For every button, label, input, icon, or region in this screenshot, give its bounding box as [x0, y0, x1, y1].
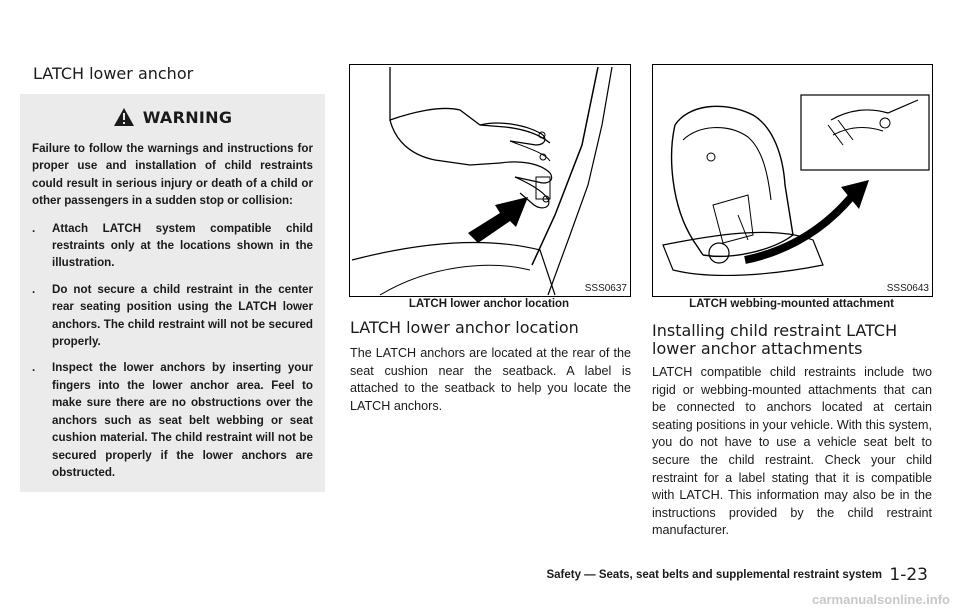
warning-body: [32, 140, 313, 481]
watermark: carmanualsonline.info: [812, 592, 950, 607]
lower-anchor-illustration: [350, 65, 630, 296]
page-number: 1-23: [889, 565, 928, 585]
bullet-dot: .: [32, 361, 36, 375]
figure-caption: LATCH webbing-mounted attachment: [689, 298, 894, 310]
figure-lower-anchor: [349, 64, 631, 297]
warning-title: WARNING: [142, 107, 233, 127]
figure-webbing-attachment: [652, 64, 933, 297]
bullet-text: Do not secure a child restraint in the center rear seating position using the LATCH lower anchors. The child restraint will not be secured properly.: [52, 282, 313, 349]
section-heading: LATCH lower anchor: [33, 64, 194, 83]
list-item: [32, 220, 313, 272]
footer-section-title: Safety — Seats, seat belts and supplemental restraint system: [546, 569, 882, 581]
warning-box: [20, 94, 325, 492]
list-item: [32, 359, 313, 481]
warning-header: [32, 94, 313, 140]
bullet-text: Inspect the lower anchors by inserting your fingers into the lower anchor area. Feel to make sure there are no obstructions over the anchors such as seat belt webbing or seat cushion material. The child restraint will not be secured properly if the lower anchors are obstructed.: [52, 361, 313, 479]
arrow-icon: [468, 197, 528, 243]
subheading: LATCH lower anchor location: [350, 318, 579, 337]
body-paragraph: The LATCH anchors are located at the rear of the seat cushion near the seatback. A label is attached to the seatback to help you locate the LATCH anchors.: [350, 346, 631, 413]
list-item: [32, 281, 313, 351]
bullet-dot: .: [32, 221, 36, 235]
warning-triangle-icon: [113, 107, 135, 127]
subheading: Installing child restraint LATCH lower anchor attachments: [652, 321, 898, 358]
figure-code: SSS0643: [886, 283, 929, 294]
bullet-text: Attach LATCH system compatible child restraints only at the locations shown in the illustration.: [52, 221, 313, 270]
arrow-icon: [745, 180, 869, 260]
warning-intro: Failure to follow the warnings and instructions for proper use and installation of child restraints could result in serious injury or death of a child or other passengers in a sudden stop or collision:: [32, 142, 313, 208]
body-paragraph: LATCH compatible child restraints include two rigid or webbing-mounted attachments that can be connected to anchors located at certain seating positions in your vehicle. With this system, you do not have to use a vehicle seat belt to secure the child restraint. Check your child restraint for a label stating that it is compatible with LATCH. This information may also be in the instructions provided by the child restraint manufacturer.: [652, 365, 932, 538]
figure-caption: LATCH lower anchor location: [408, 298, 570, 310]
bullet-dot: .: [32, 282, 36, 296]
figure-code: SSS0637: [584, 283, 627, 294]
webbing-attachment-illustration: [653, 65, 932, 296]
